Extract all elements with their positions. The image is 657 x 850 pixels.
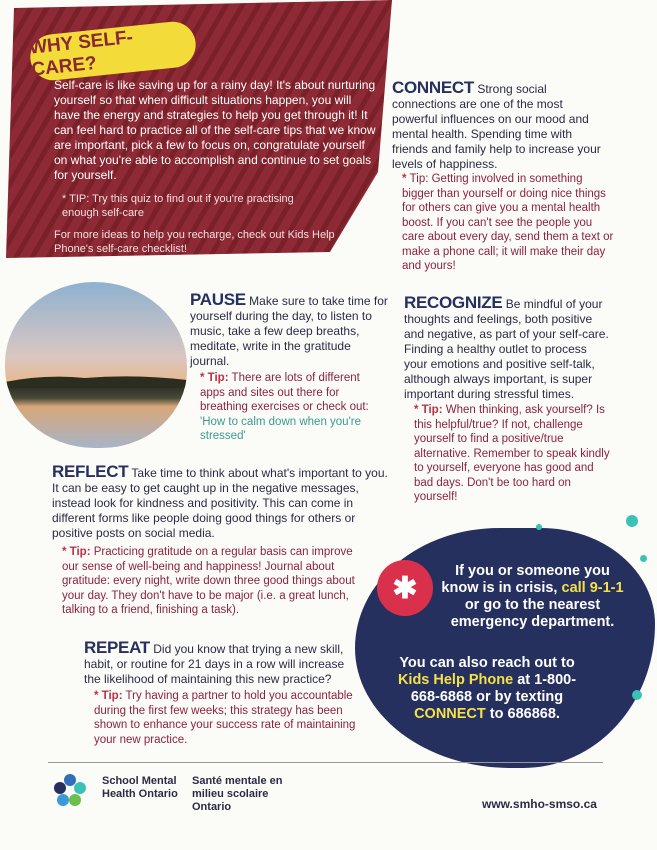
pause-section <box>190 292 390 369</box>
connect-body: Strong social connections are one of the most powerful influences on our mood and mental health. Spending time with friends and family help to increase your levels of happiness. <box>392 82 601 171</box>
recognize-body: Be mindful of your thoughts and feelings, both positive and negative, as part of your self-care. Finding a healthy outlet to process your emotions and positive self-talk, although always important, is super important during stressful times. <box>404 297 609 401</box>
decorative-dot <box>640 555 647 562</box>
recognize-heading: RECOGNIZE <box>404 293 503 312</box>
org-name-en: School Mental Health Ontario <box>102 775 178 800</box>
decorative-dot <box>536 524 542 530</box>
calm-down-link[interactable]: 'How to calm down when you're stressed' <box>200 415 361 442</box>
why-tip[interactable]: * TIP: Try this quiz to find out if you're practising enough self-care <box>62 193 294 219</box>
reflect-heading: REFLECT <box>52 462 129 481</box>
lake-sunset-image <box>5 282 187 448</box>
connect-section <box>392 80 602 172</box>
connect-tip: * Tip: Getting involved in something bigger than yourself or doing nice things for others can give you a mental health boost. If you can't see the people you care about every day, send them a text or make a phone call; it will make their day and yours! <box>402 173 614 272</box>
repeat-body: Did you know that trying a new skill, habit, or routine for 21 days in a row will increase the likelihood of maintaining this new practice? <box>84 642 345 686</box>
recognize-section <box>404 295 609 402</box>
why-body: Self-care is like saving up for a rainy day! It's about nurturing yourself so that when difficult situations happen, you will have the energy and strategies to help you get through it! It can feel hard to practice all of the self-care tips that we know are important, pick a few to focus on, congratulate yourself on what you're able to accomplish and continue to set goals for yourself. <box>54 78 376 182</box>
connect-text-code: CONNECT <box>414 706 486 722</box>
pause-tip: * Tip: There are lots of different apps and sites out there for breathing exercises or check out: 'How to calm down when you're stressed' <box>200 372 369 442</box>
smho-logo-icon <box>52 772 88 808</box>
kids-help-phone-link[interactable]: Kids Help Phone <box>397 672 514 688</box>
asterisk-icon: ✱ <box>377 560 433 616</box>
pause-heading: PAUSE <box>190 290 246 309</box>
call-911[interactable]: call 9-1-1 <box>561 580 624 596</box>
pause-body: Make sure to take time for yourself during the day, to listen to music, take a few deep breaths, meditate, write in the gratitude journal. <box>190 294 388 368</box>
recognize-tip: * Tip: When thinking, ask yourself? Is this helpful/true? If not, challenge yourself to find a positive/true alternative. Remember to speak kindly to yourself, everyone has good and bad days. Don't be too hard on yourself! <box>414 404 610 503</box>
decorative-dot <box>632 690 642 700</box>
org-name-fr: Santé mentale en milieu scolaire Ontario <box>192 775 283 813</box>
website-link[interactable]: www.smho-smso.ca <box>482 797 597 811</box>
crisis-text: If you or someone you know is in crisis, call 9-1-1 or go to the nearest emergency department. <box>441 563 624 630</box>
why-self-care-title: WHY SELF-CARE? <box>28 19 198 82</box>
repeat-section <box>84 640 364 687</box>
reflect-body: Take time to think about what's important to you. It can be easy to get caught up in the negative messages, instead look for kindness and positivity. This can come in different forms like people doing good things for others or positive posts on social media. <box>52 466 388 540</box>
connect-heading: CONNECT <box>392 78 474 97</box>
decorative-dot <box>626 515 638 527</box>
reflect-section <box>52 464 397 541</box>
reflect-tip: * Tip: Practicing gratitude on a regular basis can improve our sense of well-being and happiness! Journal about gratitude: every night, write down three good things about your day. They don't have to be major (i.e. a great lunch, talking to a friend, finishing a task). <box>62 546 355 616</box>
why-more-link[interactable]: For more ideas to help you recharge, check out Kids Help Phone's self-care checklist! <box>54 229 335 255</box>
repeat-heading: REPEAT <box>84 638 150 657</box>
khp-text: You can also reach out to Kids Help Phone at 1-800-668-6868 or by texting CONNECT to 686868. <box>397 655 577 722</box>
repeat-tip: * Tip: Try having a partner to hold you accountable during the first few weeks; this strategy has been shown to enhance your success rate of maintaining your new practice. <box>94 690 356 746</box>
footer-divider <box>48 762 603 763</box>
